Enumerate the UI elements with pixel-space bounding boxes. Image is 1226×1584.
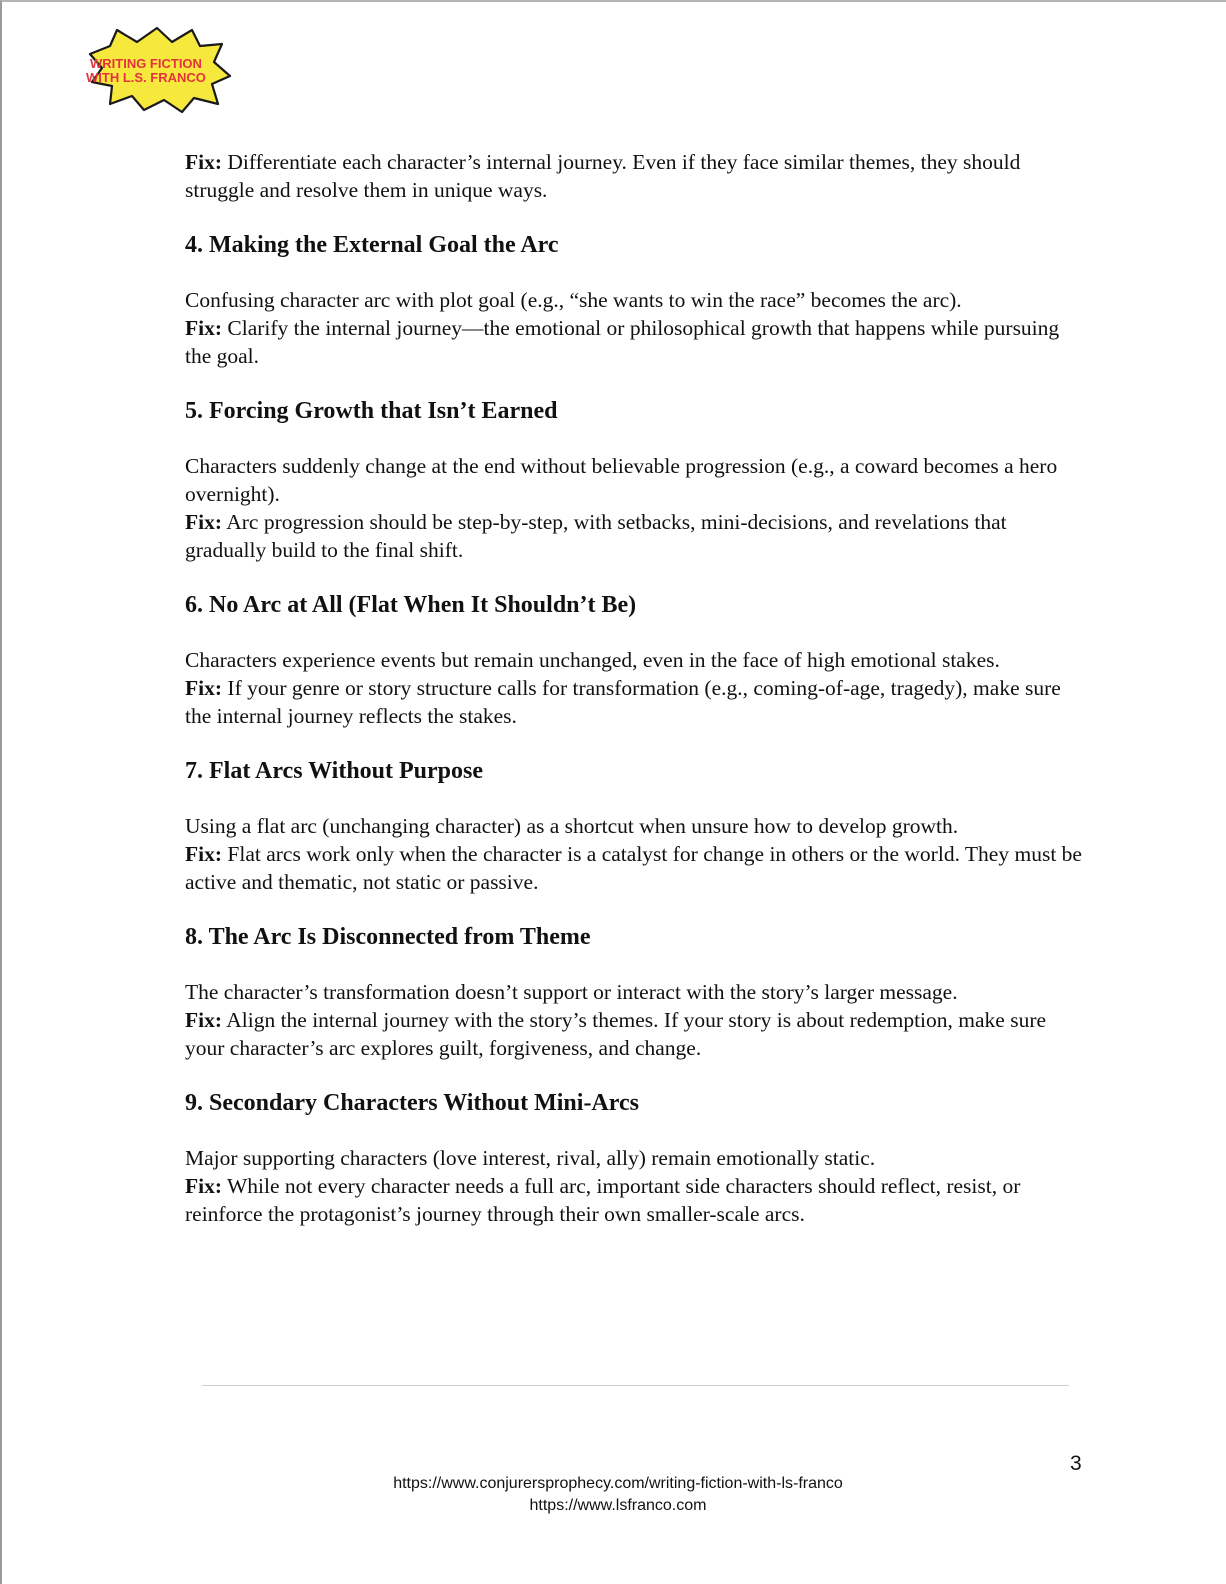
section-heading: 9. Secondary Characters Without Mini-Arcs (185, 1090, 639, 1116)
fix-text: Flat arcs work only when the character is a catalyst for change in others or the world. They must be active and thematic, not static or passive. (185, 842, 1082, 894)
fix-label: Fix: (185, 676, 223, 700)
fix-text: While not every character needs a full arc, important side characters should reflect, resist, or reinforce the protagonist’s journey through their own smaller-scale arcs. (185, 1174, 1021, 1226)
page-number: 3 (1070, 1452, 1082, 1475)
fix-paragraph (185, 840, 1085, 896)
logo (82, 24, 232, 116)
problem-paragraph: Major supporting characters (love interest, rival, ally) remain emotionally static. (185, 1146, 876, 1170)
section-6 (185, 590, 1085, 730)
section-7 (185, 756, 1085, 896)
section-8 (185, 922, 1085, 1062)
section-heading: 4. Making the External Goal the Arc (185, 232, 559, 258)
problem-paragraph: Characters experience events but remain unchanged, even in the face of high emotional stakes. (185, 648, 1000, 672)
fix-paragraph (185, 314, 1085, 370)
problem-paragraph: Confusing character arc with plot goal (e.g., “she wants to win the race” becomes the arc). (185, 288, 962, 312)
fix-label: Fix: (185, 150, 223, 174)
section-9 (185, 1088, 1085, 1228)
fix-paragraph (185, 1172, 1085, 1228)
fix-label: Fix: (185, 316, 223, 340)
problem-paragraph: The character’s transformation doesn’t support or interact with the story’s larger message. (185, 980, 958, 1004)
fix-paragraph (185, 508, 1085, 564)
fix-text: Clarify the internal journey—the emotional or philosophical growth that happens while pursuing the goal. (185, 316, 1060, 368)
logo-line-2: WITH L.S. FRANCO (86, 70, 206, 85)
fix-label: Fix: (185, 1008, 223, 1032)
section-5 (185, 396, 1085, 564)
section-heading: 7. Flat Arcs Without Purpose (185, 758, 484, 784)
fix-label: Fix: (185, 510, 223, 534)
fix-text: Differentiate each character’s internal journey. Even if they face similar themes, they should struggle and resolve them in unique ways. (185, 150, 1021, 202)
section-4 (185, 230, 1085, 370)
fix-label: Fix: (185, 1174, 223, 1198)
fix-text: If your genre or story structure calls for transformation (e.g., coming-of-age, tragedy), make sure the internal journey reflects the stakes. (185, 676, 1061, 728)
section-heading: 8. The Arc Is Disconnected from Theme (185, 924, 591, 950)
fix-text: Align the internal journey with the story’s themes. If your story is about redemption, make sure your character’s arc explores guilt, forgiveness, and change. (185, 1008, 1047, 1060)
fix-text: Arc progression should be step-by-step, with setbacks, mini-decisions, and revelations that gradually build to the final shift. (185, 510, 1007, 562)
fix-label: Fix: (185, 842, 223, 866)
section-heading: 6. No Arc at All (Flat When It Shouldn’t Be) (185, 592, 637, 618)
footer-links (302, 1473, 934, 1517)
document-body (185, 148, 1085, 1228)
problem-paragraph: Using a flat arc (unchanging character) as a shortcut when unsure how to develop growth. (185, 814, 959, 838)
intro-fix-paragraph (185, 148, 1085, 204)
problem-paragraph: Characters suddenly change at the end without believable progression (e.g., a coward becomes a hero overnight). (185, 454, 1058, 506)
footer-link-lsfranco[interactable]: https://www.lsfranco.com (529, 1497, 707, 1514)
section-heading: 5. Forcing Growth that Isn’t Earned (185, 398, 558, 424)
logo-line-1: WRITING FICTION (90, 56, 202, 71)
footer-link-conjurersprophecy[interactable]: https://www.conjurersprophecy.com/writing-fiction-with-ls-franco (393, 1475, 843, 1492)
logo-burst-graphic (82, 24, 232, 116)
fix-paragraph (185, 1006, 1085, 1062)
footer-divider (202, 1385, 1069, 1386)
fix-paragraph (185, 674, 1085, 730)
